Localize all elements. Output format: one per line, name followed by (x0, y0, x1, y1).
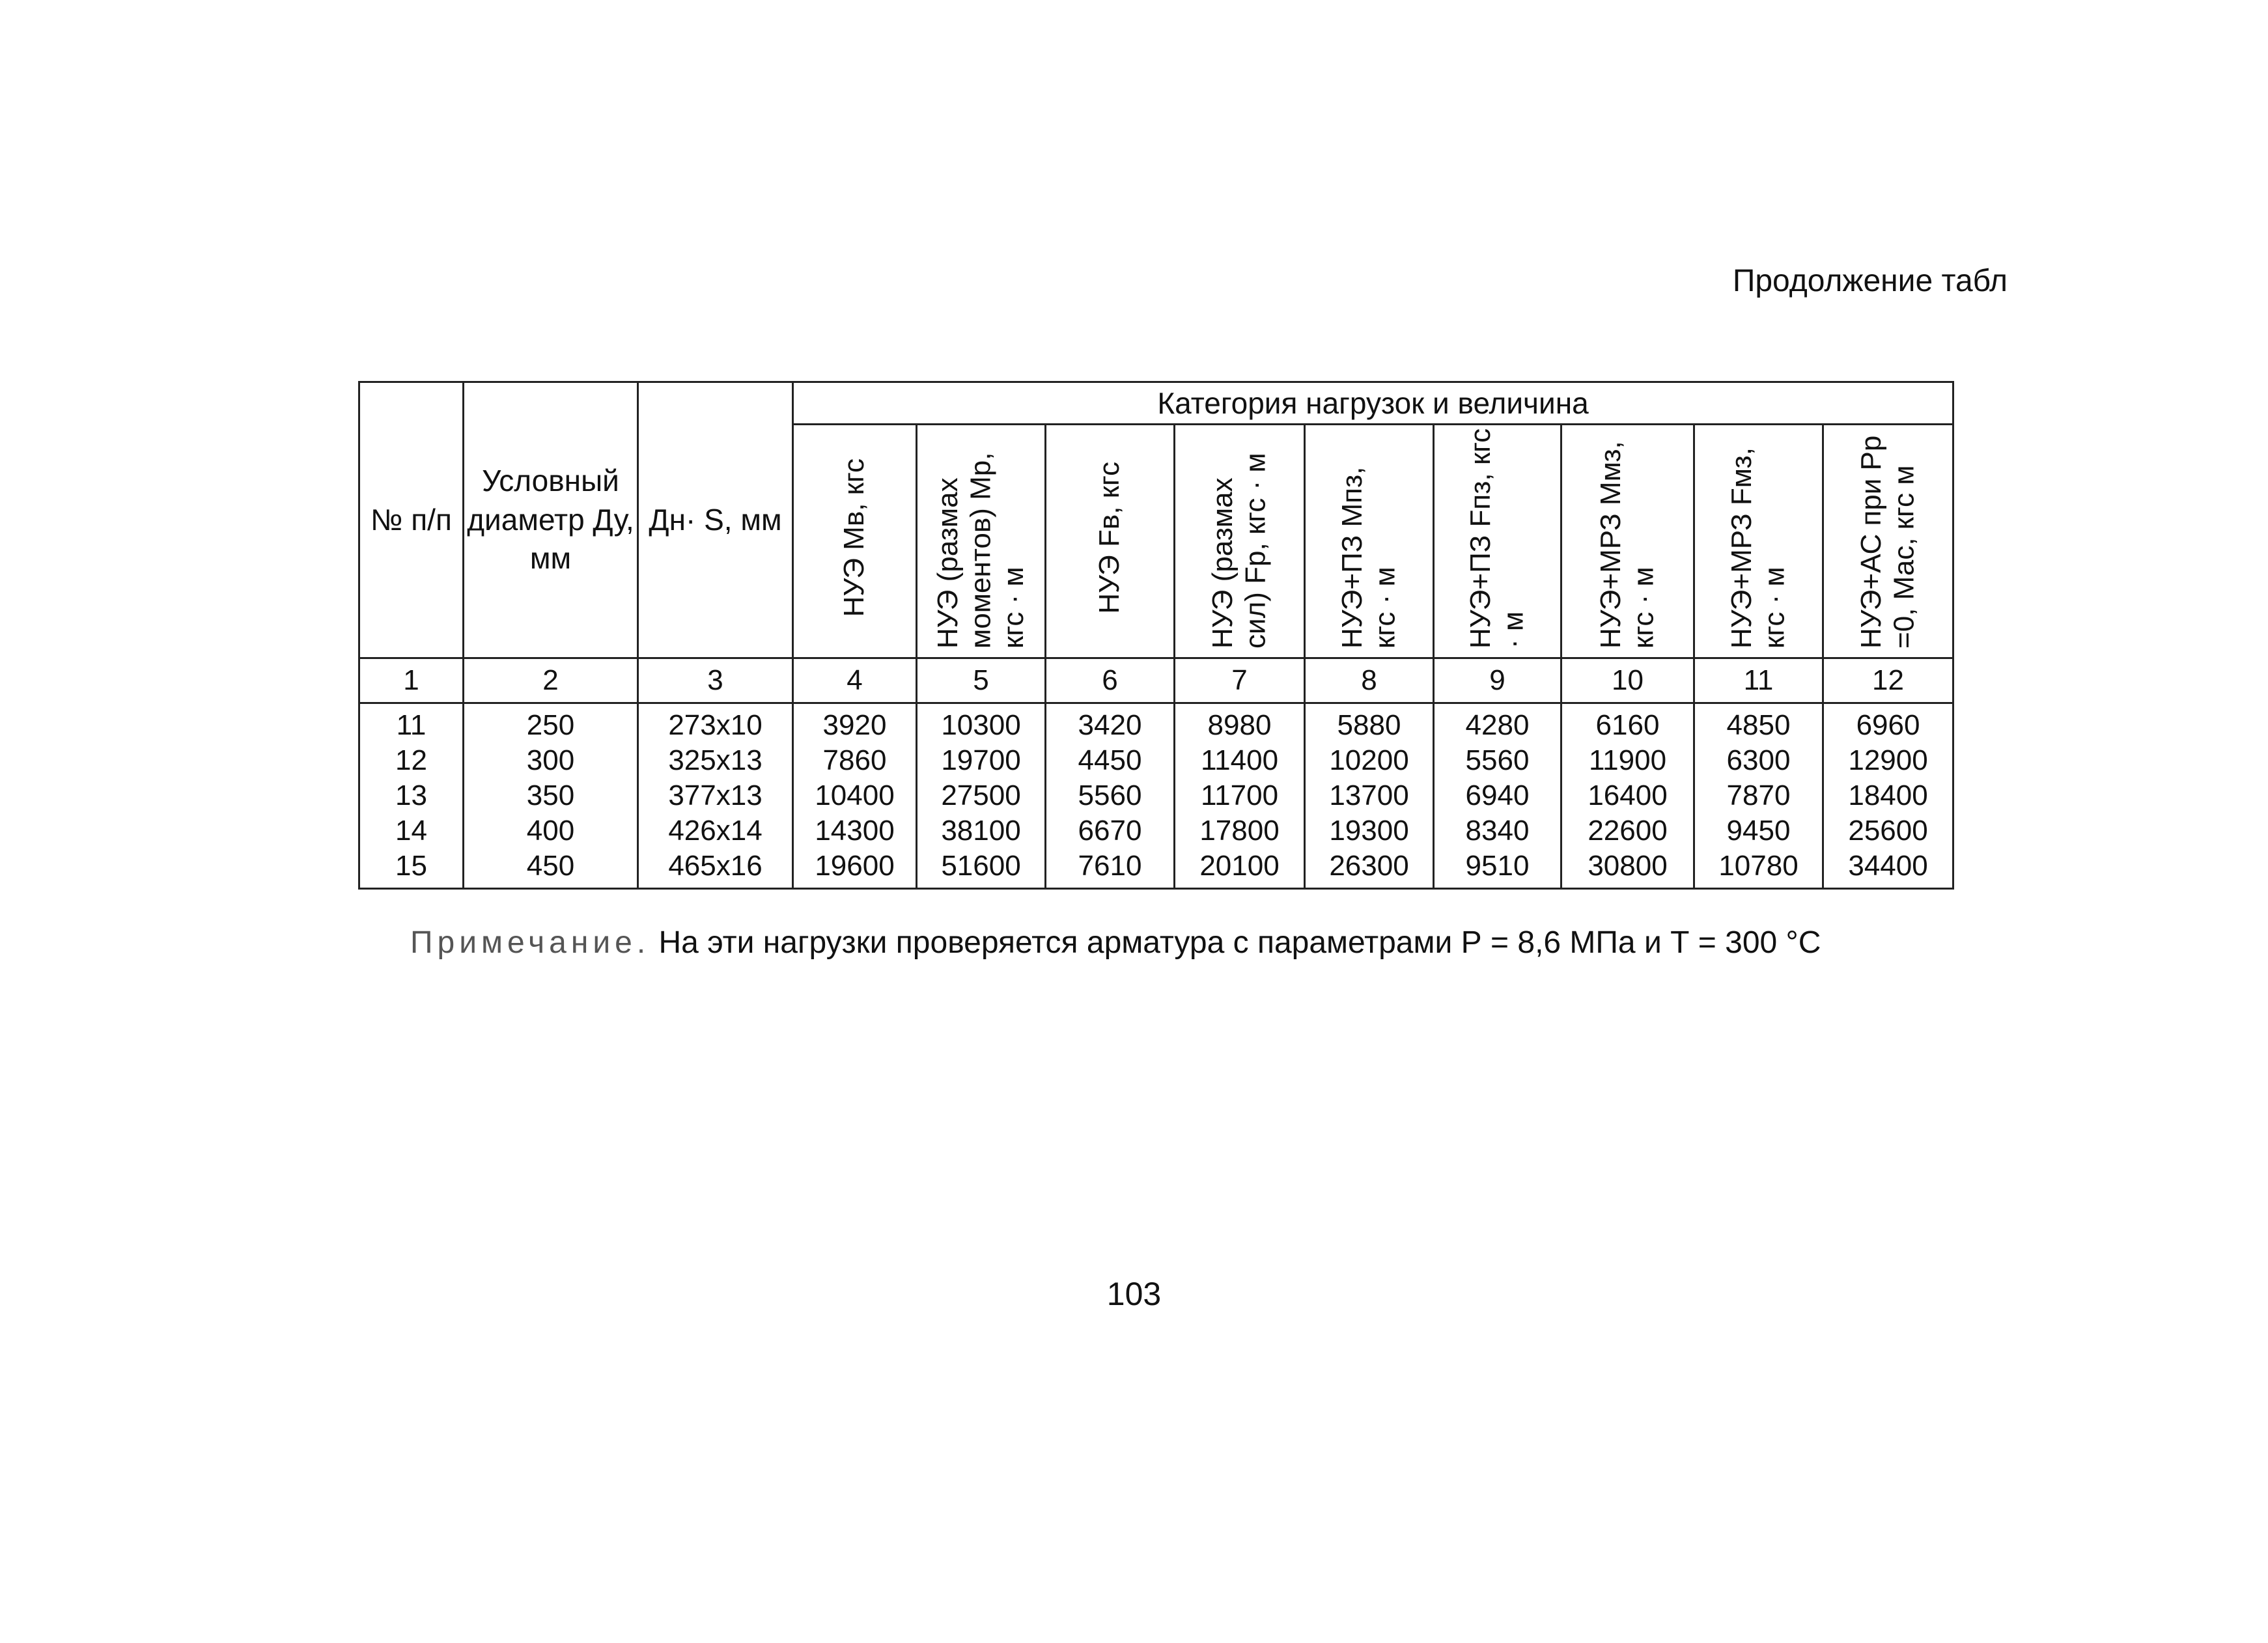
table-cell: 12900 (1823, 743, 1953, 778)
column-number: 11 (1694, 658, 1823, 703)
header-nominal-diameter: Условный диаметр Ду, мм (464, 382, 638, 658)
note-label: Примечание. (410, 925, 651, 960)
table-cell: 4280 (1434, 703, 1561, 744)
table-cell: 273х10 (638, 703, 793, 744)
header-load-8 (1694, 425, 1823, 658)
table-cell: 34400 (1823, 849, 1953, 889)
header-load-4-label: НУЭ (размах сил) Fр, кгс · м (1206, 452, 1272, 649)
header-load-5-label: НУЭ+ПЗ Мпз, кгс · м (1336, 466, 1401, 649)
table-row (359, 849, 1953, 889)
table-cell: 9450 (1694, 813, 1823, 849)
column-number: 7 (1175, 658, 1305, 703)
table-cell: 10400 (793, 778, 917, 813)
table-row (359, 813, 1953, 849)
header-load-9-label: НУЭ+АС при Рр =0, Мас, кгс м (1855, 435, 1920, 649)
table-cell: 22600 (1561, 813, 1694, 849)
table-cell: 10200 (1305, 743, 1434, 778)
column-number: 3 (638, 658, 793, 703)
header-load-6-label: НУЭ+ПЗ Fпз, кгс · м (1464, 428, 1530, 649)
table-cell: 19300 (1305, 813, 1434, 849)
table-cell: 5560 (1434, 743, 1561, 778)
table-cell: 8340 (1434, 813, 1561, 849)
header-load-6 (1434, 425, 1561, 658)
table-cell: 19700 (917, 743, 1046, 778)
page-number: 103 (1106, 1276, 1162, 1312)
table-cell: 10780 (1694, 849, 1823, 889)
table-cell: 7870 (1694, 778, 1823, 813)
column-number-row (359, 658, 1953, 703)
header-load-7 (1561, 425, 1694, 658)
table-cell: 4850 (1694, 703, 1823, 744)
header-load-category: Категория нагрузок и величина (793, 382, 1953, 425)
column-number: 4 (793, 658, 917, 703)
table-cell: 6940 (1434, 778, 1561, 813)
table-cell: 12 (359, 743, 464, 778)
table-cell: 7860 (793, 743, 917, 778)
table-cell: 5560 (1046, 778, 1175, 813)
table-cell: 377х13 (638, 778, 793, 813)
table-cell: 5880 (1305, 703, 1434, 744)
table-cell: 13700 (1305, 778, 1434, 813)
table-cell: 325х13 (638, 743, 793, 778)
column-number: 2 (464, 658, 638, 703)
table-cell: 14 (359, 813, 464, 849)
table-row (359, 778, 1953, 813)
table-cell: 19600 (793, 849, 917, 889)
table-cell: 7610 (1046, 849, 1175, 889)
header-outer-diameter: Дн· S, мм (638, 382, 793, 658)
header-load-1 (793, 425, 917, 658)
header-load-2-label: НУЭ (размах моментов) Мр, кгс · м (931, 452, 1029, 649)
column-number: 6 (1046, 658, 1175, 703)
column-number: 8 (1305, 658, 1434, 703)
table-cell: 11900 (1561, 743, 1694, 778)
column-number: 10 (1561, 658, 1694, 703)
table-cell: 3920 (793, 703, 917, 744)
header-load-8-label: НУЭ+МРЗ Fмз, кгс · м (1725, 447, 1791, 649)
column-number: 1 (359, 658, 464, 703)
group-header-row (359, 382, 1953, 425)
table-cell: 250 (464, 703, 638, 744)
header-load-3 (1046, 425, 1175, 658)
table-cell: 20100 (1175, 849, 1305, 889)
table-cell: 450 (464, 849, 638, 889)
header-load-5 (1305, 425, 1434, 658)
column-number: 9 (1434, 658, 1561, 703)
table-cell: 18400 (1823, 778, 1953, 813)
table-note (410, 925, 1821, 961)
table-cell: 15 (359, 849, 464, 889)
header-load-9 (1823, 425, 1953, 658)
table-cell: 8980 (1175, 703, 1305, 744)
table-cell: 350 (464, 778, 638, 813)
table-cell: 17800 (1175, 813, 1305, 849)
table-cell: 14300 (793, 813, 917, 849)
table-cell: 13 (359, 778, 464, 813)
table-cell: 16400 (1561, 778, 1694, 813)
table-cell: 30800 (1561, 849, 1694, 889)
header-load-4 (1175, 425, 1305, 658)
table-cell: 11 (359, 703, 464, 744)
table-cell: 9510 (1434, 849, 1561, 889)
table-body (359, 703, 1953, 889)
header-load-1-label: НУЭ Мв, кгс (838, 458, 871, 617)
column-number: 5 (917, 658, 1046, 703)
table-cell: 26300 (1305, 849, 1434, 889)
table-cell: 10300 (917, 703, 1046, 744)
header-load-7-label: НУЭ+МРЗ Ммз, кгс · м (1594, 440, 1660, 649)
table-cell: 400 (464, 813, 638, 849)
table-cell: 6670 (1046, 813, 1175, 849)
table-cell: 27500 (917, 778, 1046, 813)
note-text: На эти нагрузки проверяется арматура с параметрами Р = 8,6 МПа и Т = 300 °С (658, 925, 1821, 960)
table-cell: 465х16 (638, 849, 793, 889)
table-caption: Продолжение табл (1732, 264, 2008, 298)
column-number: 12 (1823, 658, 1953, 703)
table-cell: 6300 (1694, 743, 1823, 778)
table-row (359, 703, 1953, 744)
table-cell: 51600 (917, 849, 1046, 889)
table-row (359, 743, 1953, 778)
table-cell: 426х14 (638, 813, 793, 849)
header-num: № п/п (359, 382, 464, 658)
table-cell: 11700 (1175, 778, 1305, 813)
load-table (358, 381, 1954, 890)
table-cell: 11400 (1175, 743, 1305, 778)
table-cell: 6960 (1823, 703, 1953, 744)
load-table-container (358, 381, 1952, 890)
table-cell: 4450 (1046, 743, 1175, 778)
header-load-3-label: НУЭ Fв, кгс (1093, 461, 1126, 614)
table-cell: 38100 (917, 813, 1046, 849)
table-cell: 3420 (1046, 703, 1175, 744)
table-cell: 25600 (1823, 813, 1953, 849)
table-cell: 6160 (1561, 703, 1694, 744)
header-load-2 (917, 425, 1046, 658)
table-cell: 300 (464, 743, 638, 778)
